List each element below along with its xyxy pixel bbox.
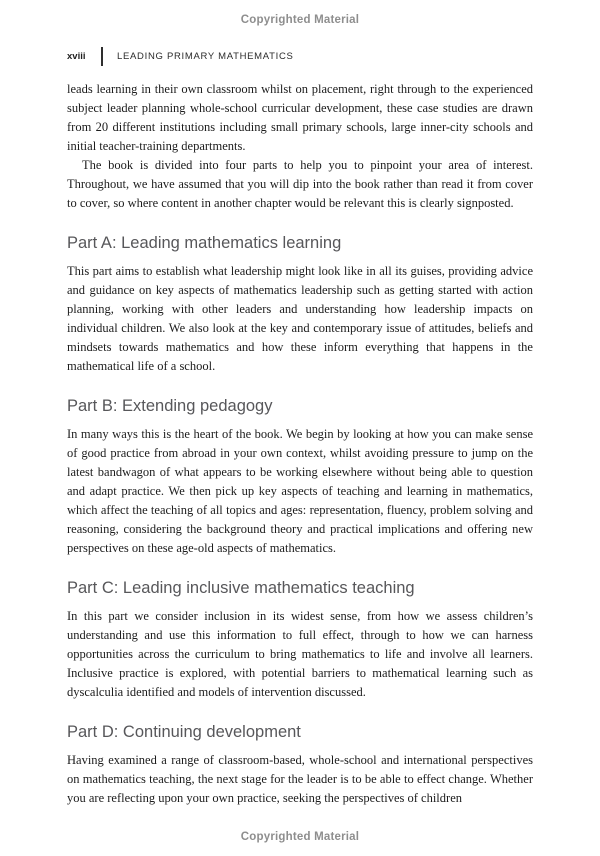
section-part-d	[67, 723, 533, 808]
running-header	[67, 46, 533, 66]
section-body: This part aims to establish what leadership might look like in all its guises, providing advice and guidance on key aspects of mathematics leadership such as getting started with action planning, working with other leaders and understanding how leadership impacts on individual children. We also look at the key and contemporary issue of attitudes, beliefs and mindsets towards mathematics and how these inform everything that happens in the mathematical life of a school.	[67, 264, 533, 373]
section-body: In this part we consider inclusion in its widest sense, from how we assess children’s understanding and use this information to full effect, through to how we can harness opportunities across the curriculum to bring mathematics to life and involve all learners. Inclusive practice is explored, with potential barriers to mathematical learning such as dyscalculia identified and models of intervention discussed.	[67, 609, 533, 699]
section-part-b	[67, 397, 533, 558]
section-heading: Part D: Continuing development	[67, 723, 301, 741]
section-heading: Part C: Leading inclusive mathematics teaching	[67, 579, 415, 597]
page-number: xviii	[67, 50, 86, 62]
section-body: Having examined a range of classroom-based, whole-school and international perspectives on mathematics teaching, the next stage for the leader is to be able to effect change. Whether you are reflecting upon your own practice, seeking the perspectives of children	[67, 753, 533, 805]
running-title: LEADING PRIMARY MATHEMATICS	[117, 50, 294, 62]
page-content	[67, 80, 533, 808]
copyright-watermark-bottom: Copyrighted Material	[240, 831, 360, 843]
section-part-c	[67, 579, 533, 702]
intro-paragraph: The book is divided into four parts to help you to pinpoint your area of interest. Throughout, we have assumed that you will dip into the book rather than read it from cover to cover, so where content in another chapter would be relevant this is clearly signposted.	[67, 158, 533, 210]
copyright-watermark-top: Copyrighted Material	[240, 14, 360, 26]
section-body: In many ways this is the heart of the book. We begin by looking at how you can make sense of good practice from abroad in your own context, whilst avoiding pressure to jump on the latest bandwagon of what appears to be working elsewhere without being able to question and adapt practice. We then pick up key aspects of teaching and learning in mathematics, which affect the teaching of all topics and ages: representation, fluency, problem solving and reasoning, considering the background theory and practical implications and offering new perspectives on these age-old aspects of mathematics.	[67, 427, 533, 555]
section-heading: Part A: Leading mathematics learning	[67, 234, 342, 252]
intro-paragraph: leads learning in their own classroom whilst on placement, right through to the experienced subject leader planning whole-school curricular development, these case studies are drawn from 20 different institutions including small primary schools, large inner-city schools and initial teacher-training departments.	[67, 82, 533, 153]
header-divider	[101, 47, 103, 66]
section-part-a	[67, 234, 533, 376]
section-heading: Part B: Extending pedagogy	[67, 397, 273, 415]
